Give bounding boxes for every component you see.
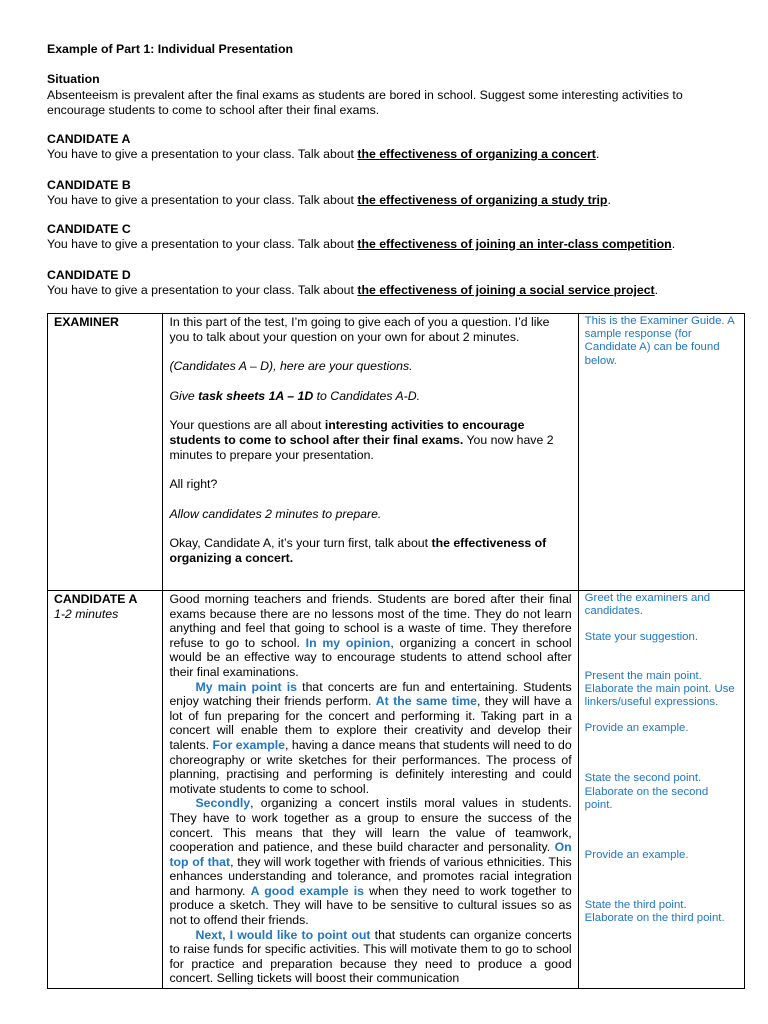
candidate-topic: the effectiveness of joining a social service project	[357, 282, 655, 297]
examiner-row	[48, 314, 745, 591]
examiner-instruction: Give task sheets 1A – 1D to Candidates A-D.	[169, 388, 421, 403]
examiner-paragraph: All right?	[169, 477, 218, 492]
guide-note: Provide an example.	[584, 849, 689, 862]
candidate-b-block	[47, 178, 737, 207]
candidate-task: You have to give a presentation to your class. Talk about the effectiveness of joining a social service project.	[47, 282, 659, 297]
candidate-heading: CANDIDATE D	[47, 268, 131, 282]
candidate-a-label-cell	[48, 591, 163, 989]
candidate-topic: the effectiveness of organizing a concert	[357, 146, 596, 161]
examiner-paragraph: In this part of the test, I’m going to give each of you a question. I’d like you to talk about your question on your own for about 2 minutes.	[169, 315, 550, 344]
candidate-heading: CANDIDATE A	[47, 132, 131, 146]
examiner-label: EXAMINER	[54, 315, 119, 329]
candidate-heading: CANDIDATE C	[47, 222, 131, 236]
candidate-task: You have to give a presentation to your class. Talk about the effectiveness of organizing a study trip.	[47, 192, 611, 207]
response-paragraph: Good morning teachers and friends. Students are bored after their final exams because there are no lessons most of the time. They do not learn anything and feel that going to school is a waste of time. They therefore refuse to go to school. In my opinion, organizing a concert in school would be an effective way to encourage students to attend school after their final examinations.	[169, 592, 572, 679]
examiner-note-cell	[578, 314, 744, 591]
candidate-a-block	[47, 132, 737, 161]
candidate-topic: the effectiveness of organizing a study trip	[357, 192, 608, 207]
guide-note: Greet the examiners and candidates.	[584, 592, 711, 618]
page-title: Example of Part 1: Individual Presentation	[47, 42, 293, 56]
response-paragraph: Next, I would like to point out that students can organize concerts to raise funds for specific activities. This will motivate them to go to school for practice and preparation because they need to produce a good concert. Selling tickets will boost their communication	[169, 927, 572, 986]
candidate-task: You have to give a presentation to your class. Talk about the effectiveness of joining an inter-class competition.	[47, 236, 676, 251]
situation-heading: Situation	[47, 72, 100, 86]
candidate-a-row	[48, 591, 745, 989]
candidate-topic: the effectiveness of joining an inter-class competition	[357, 236, 672, 251]
examiner-script-cell	[163, 314, 578, 591]
response-paragraph: My main point is that concerts are fun and entertaining. Students enjoy watching their friends perform. At the same time, they will have a lot of fun preparing for the concert and performing it. Taking part in a concert will enable them to explore their creativity and develop their talents. For example, having a dance means that students will need to do choreography or write sketches for their performances. The process of planning, practising and performing is definitely interesting and could motivate students to come to school.	[169, 679, 572, 796]
examiner-guide-table	[47, 313, 745, 989]
candidate-a-label: CANDIDATE A	[54, 592, 138, 606]
candidate-c-block	[47, 222, 737, 251]
examiner-paragraph: Okay, Candidate A, it’s your turn first, talk about the effectiveness of organizing a concert.	[169, 536, 547, 565]
guide-note: This is the Examiner Guide. A sample response (for Candidate A) can be found below.	[584, 315, 735, 367]
response-paragraph: Secondly, organizing a concert instils moral values in students. They have to work together as a group to ensure the success of the concert. This means that they will learn the value of teamwork, cooperation and patience, and these build character and personality. On top of that, they will work together with friends of various ethnicities. This enhances understanding and tolerance, and promotes racial integration and harmony. A good example is when they need to work together to produce a sketch. They will have to be sensitive to cultural issues so as not to offend their friends.	[169, 796, 572, 928]
examiner-label-cell	[48, 314, 163, 591]
situation-text: Absenteeism is prevalent after the final exams as students are bored in school. Suggest some interesting activities to encourage students to come to school after their final exams.	[47, 88, 683, 117]
sample-response-cell	[163, 591, 578, 989]
examiner-instruction: Allow candidates 2 minutes to prepare.	[169, 506, 382, 521]
examiner-paragraph: Your questions are all about interesting activities to encourage students to come to school after their final exams. You now have 2 minutes to prepare your presentation.	[169, 418, 554, 462]
guide-notes-cell	[578, 591, 744, 989]
time-limit: 1-2 minutes	[54, 606, 119, 621]
guide-note: Provide an example.	[584, 722, 689, 735]
guide-note: State your suggestion.	[584, 631, 699, 644]
examiner-paragraph: (Candidates A – D), here are your questions.	[169, 359, 413, 374]
guide-note: State the third point. Elaborate on the third point.	[584, 899, 725, 925]
guide-note: Present the main point. Elaborate the main point. Use linkers/useful expressions.	[584, 669, 735, 709]
candidate-task: You have to give a presentation to your class. Talk about the effectiveness of organizing a concert.	[47, 146, 600, 161]
candidate-heading: CANDIDATE B	[47, 178, 131, 192]
candidate-d-block	[47, 268, 737, 297]
guide-note: State the second point. Elaborate on the second point.	[584, 772, 709, 811]
